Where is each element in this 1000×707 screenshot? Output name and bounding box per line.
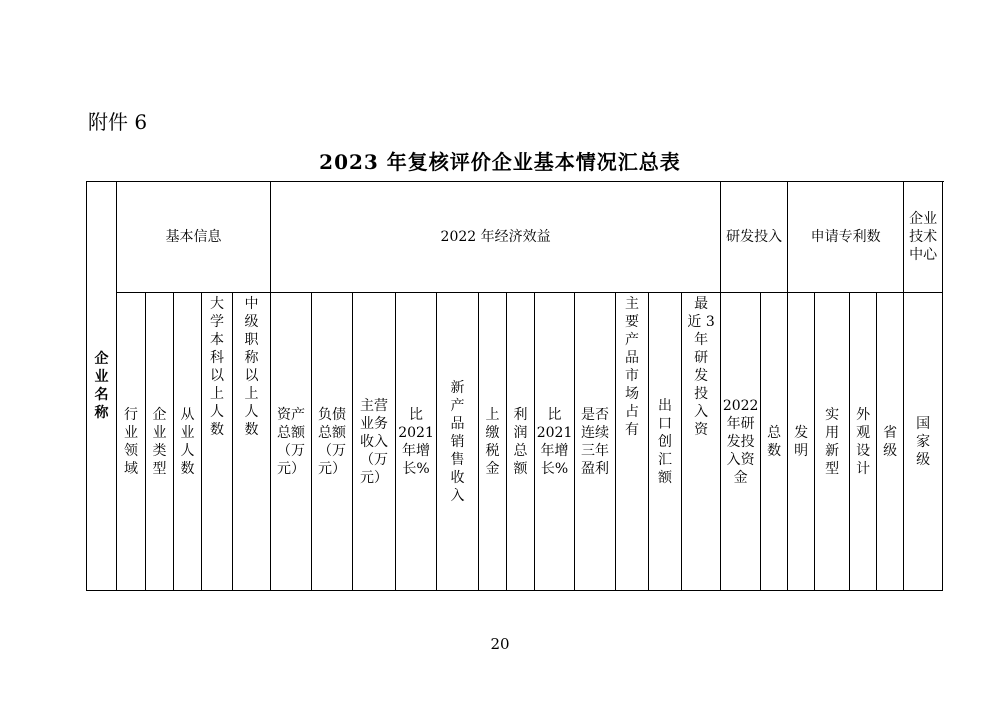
col-total-liabilities: 负债 总额 （万 元） xyxy=(312,293,353,591)
table-title: 2023 年复核评价企业基本情况汇总表 xyxy=(319,150,681,174)
page-number: 20 xyxy=(490,635,510,653)
col-national: 国 家 级 xyxy=(904,293,943,591)
col-design: 外 观 设 计 xyxy=(850,293,877,591)
col-provincial: 省 级 xyxy=(877,293,904,591)
col-invention: 发 明 xyxy=(788,293,815,591)
tech-center-header: 企业 技术 中心 xyxy=(904,182,943,293)
col-company-type: 企 业 类 型 xyxy=(146,293,174,591)
col-market-share: 主 要 产 品 市 场 占 有 xyxy=(616,293,649,591)
rd-investment-header: 研发投入 xyxy=(721,182,788,293)
col-total-profit: 利 润 总 额 xyxy=(507,293,535,591)
col-bachelor-count: 大 学 本 科 以 上 人 数 xyxy=(202,293,233,591)
col-employees: 从 业 人 数 xyxy=(174,293,202,591)
header-row-groups xyxy=(87,182,943,293)
economic-2022-header: 2022 年经济效益 xyxy=(271,182,721,293)
col-tax-paid: 上 缴 税 金 xyxy=(479,293,507,591)
col-new-product-sales: 新 产 品 销 售 收 入 xyxy=(437,293,479,591)
company-name-header: 企 业 名 称 xyxy=(87,182,117,591)
col-rd-2022: 2022 年研 发投 入资 金 xyxy=(721,293,761,591)
basic-info-header: 基本信息 xyxy=(117,182,271,293)
col-growth-vs-2021-b: 比 2021 年增 长% xyxy=(535,293,575,591)
col-profit-3yrs: 是否 连续 三年 盈利 xyxy=(575,293,616,591)
col-patent-total: 总 数 xyxy=(761,293,788,591)
col-total-assets: 资产 总额 （万 元） xyxy=(271,293,312,591)
attachment-label: 附件 6 xyxy=(88,110,148,134)
col-utility-model: 实 用 新 型 xyxy=(815,293,850,591)
col-main-revenue: 主营 业务 收入 （万 元） xyxy=(353,293,396,591)
summary-table xyxy=(86,181,943,591)
patents-header: 申请专利数 xyxy=(788,182,904,293)
col-export-earnings: 出 口 创 汇 额 xyxy=(649,293,682,591)
col-mid-title-count: 中 级 职 称 以 上 人 数 xyxy=(233,293,271,591)
header-row-columns xyxy=(87,293,943,591)
col-industry: 行 业 领 域 xyxy=(117,293,146,591)
col-rd-3yrs: 最 近 3 年 研 发 投 入 资 xyxy=(682,293,721,591)
col-growth-vs-2021-a: 比 2021 年增 长% xyxy=(396,293,437,591)
